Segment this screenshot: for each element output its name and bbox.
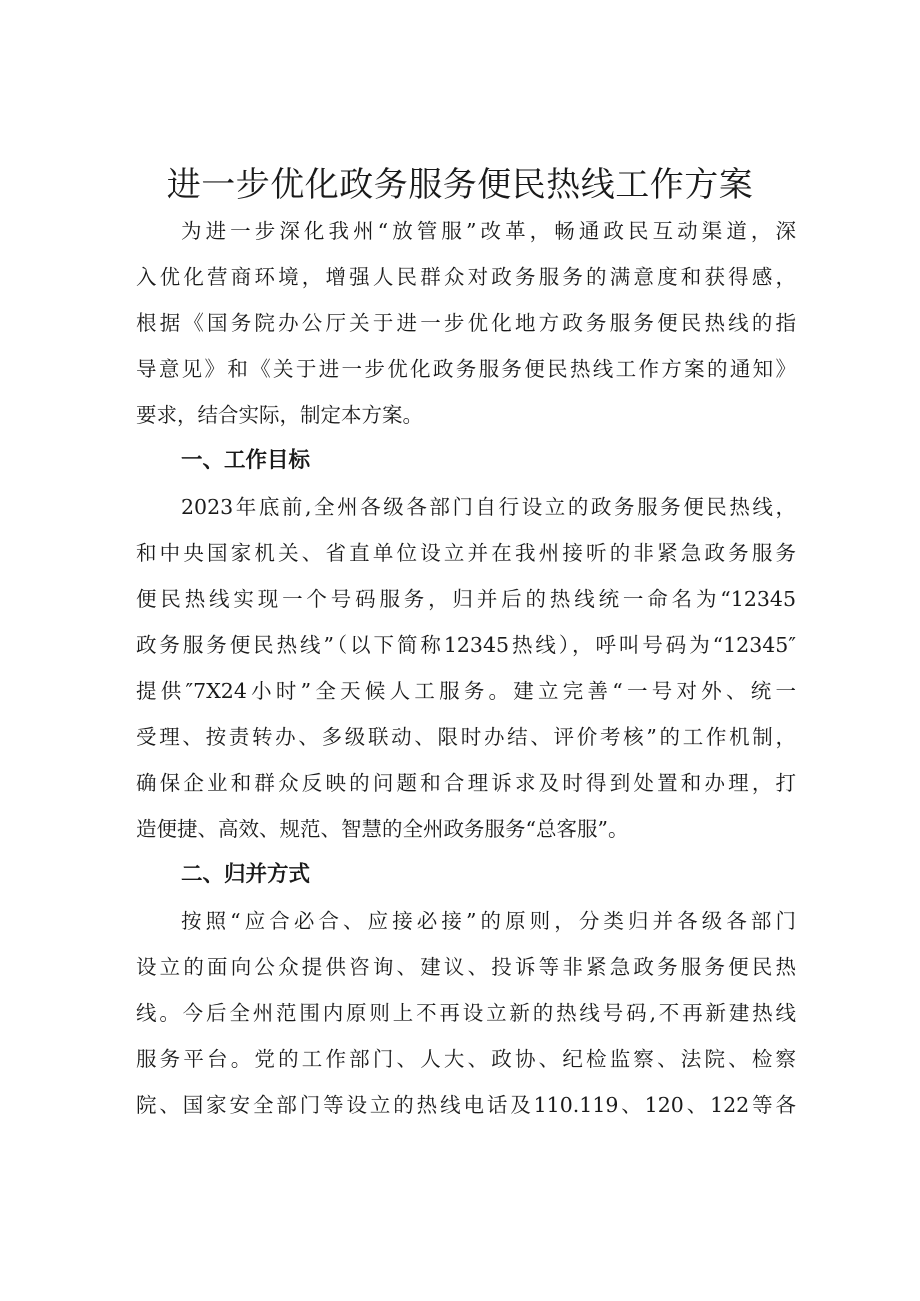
paragraph-line: 提供″7X24小时”全天候人工服务。建立完善“一号对外、统一: [136, 679, 796, 703]
paragraph-line: 院、国家安全部门等设立的热线电话及110.119、120、122等各: [136, 1093, 796, 1117]
paragraph-line: 服务平台。党的工作部门、人大、政协、纪检监察、法院、检察: [136, 1047, 796, 1071]
paragraph-line: 导意见》和《关于进一步优化政务服务便民热线工作方案的通知》: [136, 357, 796, 381]
intro-paragraph: [136, 208, 796, 438]
paragraph-line: 入优化营商环境，增强人民群众对政务服务的满意度和获得感，: [136, 265, 796, 289]
merge-method-paragraph: [136, 898, 796, 1128]
paragraph-line: 受理、按责转办、多级联动、限时办结、评价考核”的工作机制，: [136, 725, 796, 749]
paragraph-line: 要求，结合实际，制定本方案。: [136, 403, 423, 427]
paragraph-line: 设立的面向公众提供咨询、建议、投诉等非紧急政务服务便民热: [136, 955, 796, 979]
paragraph-line: 造便捷、高效、规范、智慧的全州政务服务“总客服”。: [136, 817, 629, 841]
paragraph-line: 按照“应合必合、应接必接”的原则，分类归并各级各部门: [181, 909, 796, 933]
document-body: [136, 208, 796, 1128]
paragraph-line: 线。今后全州范围内原则上不再设立新的热线号码,不再新建热线: [136, 1001, 796, 1025]
page-title: 进一步优化政务服务便民热线工作方案: [166, 164, 754, 205]
paragraph-line: 2023年底前,全州各级各部门自行设立的政务服务便民热线，: [181, 495, 796, 519]
paragraph-line: 和中央国家机关、省直单位设立并在我州接听的非紧急政务服务: [136, 541, 796, 565]
paragraph-line: 政务服务便民热线”（以下简称12345热线），呼叫号码为“12345″: [136, 633, 796, 657]
paragraph-line: 便民热线实现一个号码服务，归并后的热线统一命名为“12345: [136, 587, 796, 611]
paragraph-line: 为进一步深化我州“放管服”改革，畅通政民互动渠道，深: [181, 219, 796, 243]
section-heading-merge-method: 二、归并方式: [181, 862, 311, 887]
section-heading-goals: 一、工作目标: [181, 448, 311, 473]
goals-paragraph: [136, 484, 796, 852]
paragraph-line: 根据《国务院办公厅关于进一步优化地方政务服务便民热线的指: [136, 311, 796, 335]
paragraph-line: 确保企业和群众反映的问题和合理诉求及时得到处置和办理，打: [136, 771, 796, 795]
